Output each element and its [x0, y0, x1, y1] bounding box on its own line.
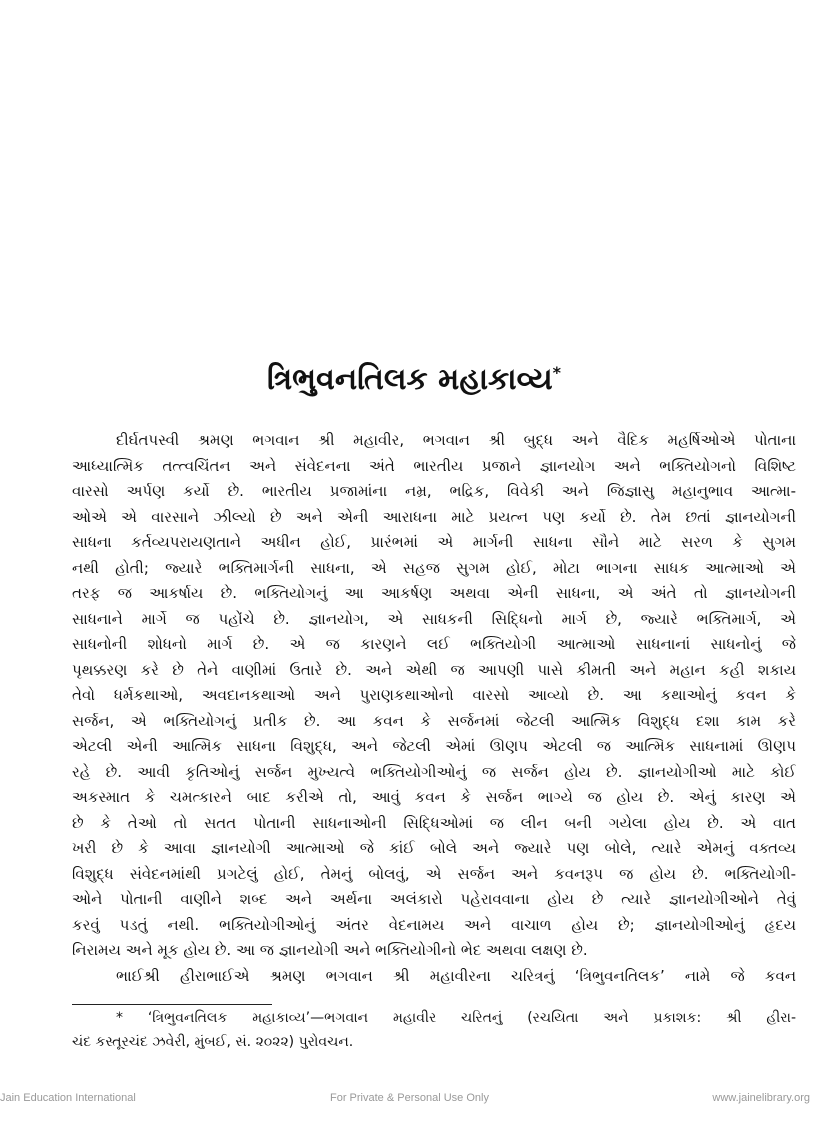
- body-line: ઓને પોતાની વાણીને શબ્દ અને અર્થના અલંકારો પહેરાવવાના હોય છે ત્યારે જ્ઞાનયોગીઓને તેવું: [72, 890, 796, 908]
- body-line: ખરી છે કે આવા જ્ઞાનયોગી આત્માઓ જે કાંઈ બોલે અને જ્યારે પણ બોલે, ત્યારે એમનું વક્તવ્ય: [72, 839, 796, 857]
- body-line: સાધનોની શોધનો માર્ગ છે. એ જ કારણને લઈ ભક્તિયોગી આત્માઓ સાધનાનાં સાધનોનું જે: [72, 635, 796, 653]
- footnote: [72, 1006, 796, 1054]
- body-line: સાધના કર્તવ્યપરાયણતાને અધીન હોઈ, પ્રારંભમાં એ માર્ગની સાધના સૌને માટે સરળ કે સુગમ: [72, 533, 796, 551]
- body-line: નથી હોતી; જ્યારે ભક્તિમાર્ગની સાધના, એ સહજ સુગમ હોઈ, મોટા ભાગના સાધક આત્માઓ એ: [72, 558, 796, 577]
- body-line: આધ્યાત્મિક તત્ત્વચિંતન અને સંવેદનના અંતે ભારતીય પ્રજાને જ્ઞાનયોગ અને ભક્તિયોગનો વિશિષ્ટ: [72, 456, 796, 475]
- footer-center: For Private & Personal Use Only: [330, 1092, 489, 1104]
- body-line: નિરામય અને મૂક હોય છે. આ જ જ્ઞાનયોગી અને ભક્તિયોગીનો ભેદ અથવા લક્ષણ છે.: [72, 941, 588, 959]
- body-line: દીર્ઘતપસ્વી શ્રમણ ભગવાન શ્રી મહાવીર, ભગવાન શ્રી બુદ્ધ અને વૈદિક મહર્ષિઓએ પોતાના: [116, 431, 796, 449]
- footnote-marker: *: [552, 363, 562, 382]
- body-text: [72, 428, 796, 989]
- body-line: ભાઈશ્રી હીરાભાઈએ શ્રમણ ભગવાન શ્રી મહાવીરના ચરિત્રનું ‘ત્રિભુવનતિલક’ નામે જે કવન: [116, 966, 796, 985]
- body-line: અકસ્માત કે ચમત્કારને બાદ કરીએ તો, આવું કવન કે સર્જન ભાગ્યે જ હોય છે. એનું કારણ એ: [72, 788, 796, 806]
- body-line: સર્જન, એ ભક્તિયોગનું પ્રતીક છે. આ કવન કે સર્જનમાં જેટલી આત્મિક વિશુદ્ધ દશા કામ કરે: [72, 711, 796, 730]
- footnote-line: ચંદ કસ્તૂરચંદ ઝવેરી, મુંબઈ, સં. ૨૦૨૨) પુરોવચન.: [72, 1034, 354, 1050]
- body-line: ઓએ એ વારસાને ઝીલ્યો છે અને એની આરાધના માટે પ્રયત્ન પણ કર્યો છે. તેમ છતાં જ્ઞાનયોગની: [72, 507, 796, 526]
- title-text: ત્રિભુવનતિલક મહાકાવ્ય: [266, 362, 553, 397]
- footnote-divider: [72, 1004, 272, 1005]
- body-line: એટલી એની આત્મિક સાધના વિશુદ્ધ, અને જેટલી એમાં ઊણપ એટલી જ આત્મિક સાધનામાં ઊણપ: [72, 737, 796, 755]
- footer-right-link[interactable]: www.jainelibrary.org: [712, 1092, 810, 1104]
- body-line: કરવું પડતું નથી. ભક્તિયોગીઓનું અંતર વેદનામય અને વાચાળ હોય છે; જ્ઞાનયોગીઓનું હૃદય: [72, 915, 796, 934]
- page-title: [0, 362, 828, 397]
- footer-left: Jain Education International: [0, 1092, 136, 1104]
- body-line: છે કે તેઓ તો સતત પોતાની સાધનાઓની સિદ્ધિઓમાં જ લીન બની ગયેલા હોય છે. એ વાત: [72, 813, 796, 832]
- body-line: પૃથક્કરણ કરે છે તેને વાણીમાં ઉતારે છે. અને એથી જ આપણી પાસે કીમતી અને મહાન કહી શકાય: [72, 660, 796, 679]
- body-line: વિશુદ્ધ સંવેદનમાંથી પ્રગટેલું હોઈ, તેમનું બોલવું, એ સર્જન અને કવનરૂપ જ હોય છે. ભક્તિયોગી-: [72, 864, 796, 883]
- body-line: સાધનાને માર્ગે જ પહોંચે છે. જ્ઞાનયોગ, એ સાધકની સિદ્ધિનો માર્ગ છે, જ્યારે ભક્તિમાર્ગ, એ: [72, 609, 796, 628]
- body-line: તરફ જ આકર્ષાય છે. ભક્તિયોગનું આ આકર્ષણ અથવા એની સાધના, એ અંતે તો જ્ઞાનયોગની: [72, 584, 796, 602]
- body-line: વારસો અર્પણ કર્યો છે. ભારતીય પ્રજામાંના નમ્ર, ભદ્રિક, વિવેકી અને જિજ્ઞાસુ મહાનુભાવ આત્મા-: [72, 482, 796, 500]
- body-line: રહે છે. આવી કૃતિઓનું સર્જન મુખ્યત્વે ભક્તિયોગીઓનું જ સર્જન હોય છે. જ્ઞાનયોગીઓ માટે કોઈ: [72, 762, 796, 781]
- footnote-line: * ‘ત્રિભુવનતિલક મહાકાવ્ય’—ભગવાન મહાવીર ચરિતનું (રચયિતા અને પ્રકાશક: શ્રી હીરા-: [116, 1010, 796, 1026]
- body-line: તેવો ધર્મકથાઓ, અવદાનકથાઓ અને પુરાણકથાઓનો વારસો આવ્યો છે. આ કથાઓનું કવન કે: [72, 686, 796, 704]
